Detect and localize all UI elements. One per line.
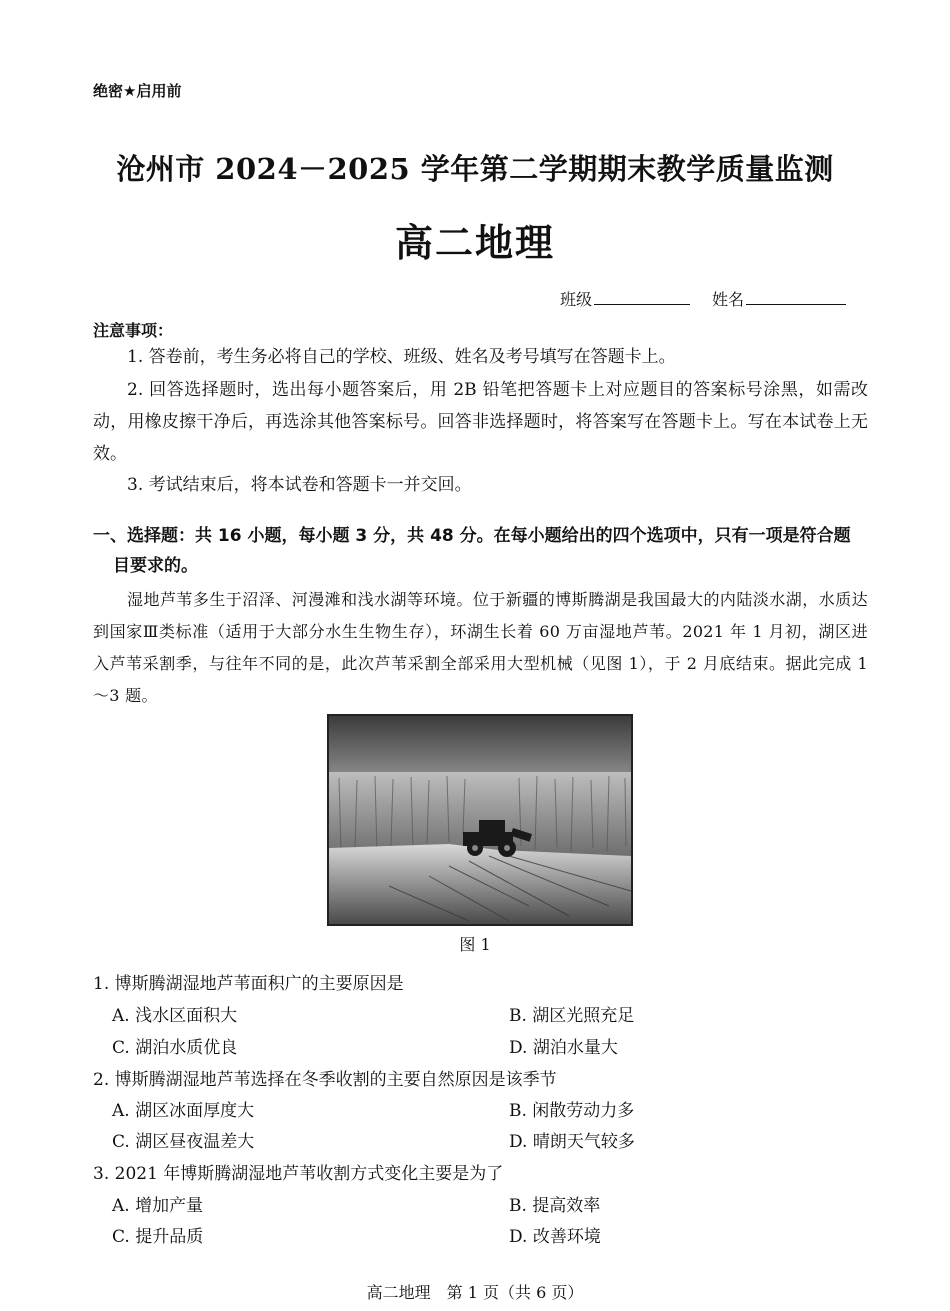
- class-label: 班级: [560, 290, 593, 309]
- note-item-1: 1. 答卷前，考生务必将自己的学校、班级、姓名及考号填写在答题卡上。: [127, 347, 676, 367]
- name-label: 姓名: [712, 290, 745, 309]
- class-field: [560, 287, 690, 310]
- question-3-option-d: D. 改善环境: [509, 1227, 601, 1247]
- question-3-option-a: A. 增加产量: [112, 1196, 204, 1216]
- name-field: [712, 287, 846, 310]
- question-1-option-d: D. 湖泊水量大: [509, 1038, 618, 1058]
- reed-harvester-illustration: [329, 716, 631, 924]
- question-2-option-b: B. 闲散劳动力多: [509, 1101, 635, 1121]
- question-3-option-c: C. 提升品质: [112, 1227, 204, 1247]
- question-1-option-a: A. 浅水区面积大: [112, 1006, 238, 1026]
- figure-1-photo: [327, 714, 633, 926]
- question-3-stem: 3. 2021 年博斯腾湖湿地芦苇收割方式变化主要是为了: [93, 1164, 504, 1184]
- question-2-option-c: C. 湖区昼夜温差大: [112, 1132, 255, 1152]
- question-1-stem: 1. 博斯腾湖湿地芦苇面积广的主要原因是: [93, 974, 404, 994]
- reading-passage: 湿地芦苇多生于沼泽、河漫滩和浅水湖等环境。位于新疆的博斯腾湖是我国最大的内陆淡水湖，水质达到国家Ⅲ类标准（适用于大部分水生生物生存），环湖生长着 60 万亩湿地芦苇。2021 年 1 月初，湖区进入芦苇采割季，与往年不同的是，此次芦苇采割全部采用大型机械（见图 1），于 2 月底结束。据此完成 1～3 题。: [93, 590, 868, 705]
- secret-mark: 绝密★启用前: [93, 82, 182, 100]
- notes-title: 注意事项：: [93, 321, 174, 340]
- question-2-option-a: A. 湖区冰面厚度大: [112, 1101, 255, 1121]
- page-footer: 高二地理 第 1 页（共 6 页）: [366, 1283, 584, 1302]
- name-blank[interactable]: [746, 288, 846, 305]
- exam-title: 沧州市 2024－2025 学年第二学期期末教学质量监测: [116, 152, 834, 186]
- subject-title: 高二地理: [394, 221, 555, 265]
- section-heading-line2: 目要求的。: [113, 556, 198, 576]
- section-heading: [93, 521, 868, 581]
- question-2-option-d: D. 晴朗天气较多: [509, 1132, 635, 1152]
- question-1-option-c: C. 湖泊水质优良: [112, 1038, 238, 1058]
- note-item-3: 3. 考试结束后，将本试卷和答题卡一并交回。: [127, 475, 472, 495]
- class-blank[interactable]: [594, 288, 690, 305]
- figure-caption: 图 1: [459, 935, 491, 954]
- question-1-option-b: B. 湖区光照充足: [509, 1006, 635, 1026]
- question-2-stem: 2. 博斯腾湖湿地芦苇选择在冬季收割的主要自然原因是该季节: [93, 1070, 557, 1090]
- question-3-option-b: B. 提高效率: [509, 1196, 601, 1216]
- section-heading-line1: 一、选择题：共 16 小题，每小题 3 分，共 48 分。在每小题给出的四个选项中，只有一项是符合题: [93, 526, 851, 546]
- note-item-2: 2. 回答选择题时，选出每小题答案后，用 2B 铅笔把答题卡上对应题目的答案标号涂黑，如需改动，用橡皮擦干净后，再选涂其他答案标号。回答非选择题时，将答案写在答题卡上。写在本试卷上无效。: [93, 380, 868, 464]
